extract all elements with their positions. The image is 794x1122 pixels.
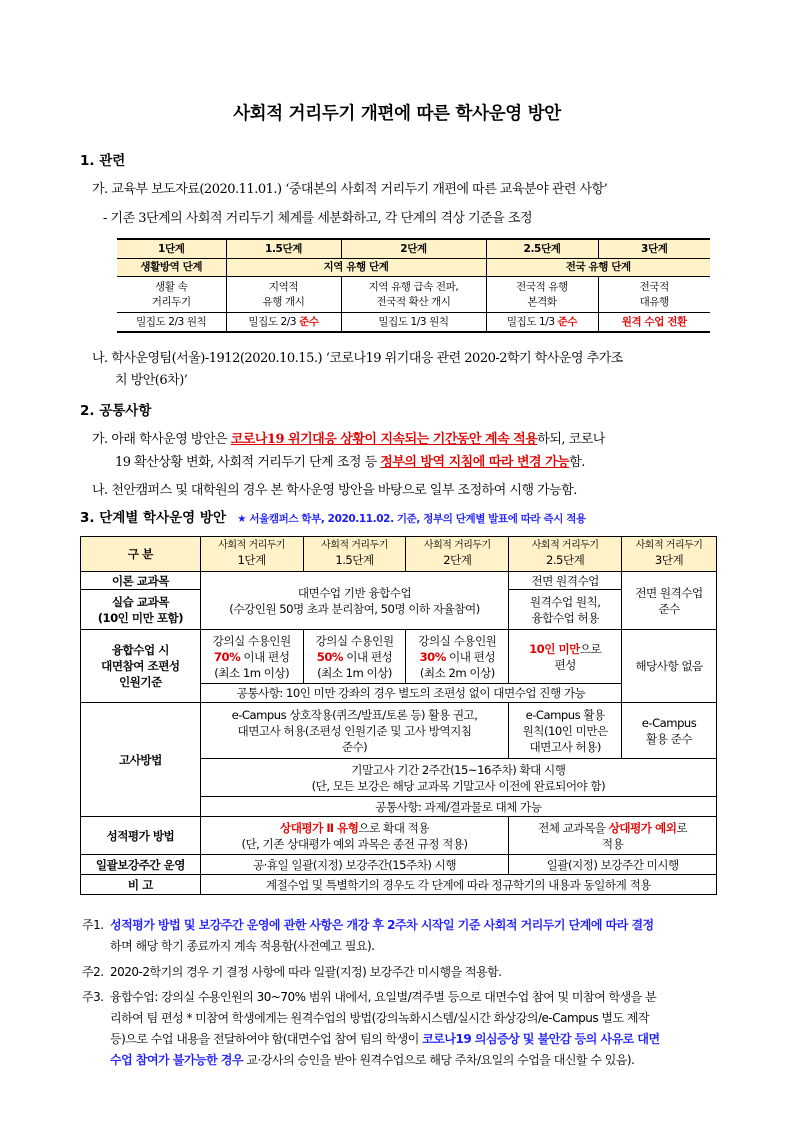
makeup-2-5-cell: 일괄(지정) 보강주간 미시행 [509,855,717,875]
stage-header-2: 사회적 거리두기 2단계 [406,537,509,572]
operation-plan-table [80,536,717,895]
stage-description: 생활 속 거리두기 [117,277,226,313]
grading-2-5-cell: 전체 교과목을 상대평가 예외로 적용 [509,817,717,855]
remarks-cell: 계절수업 및 특별학기의 경우도 각 단계에 따라 정규학기의 내용과 동일하게 적용 [200,875,716,895]
section-1-item-ga: 가. 교육부 보도자료(2020.11.01.) ‘중대본의 사회적 거리두기 개편에 따른 교육분야 관련 사항’ [92,182,608,197]
section-1-heading: 1. 관련 [80,153,126,169]
stage3-remote-cell: 전면 원격수업 준수 [622,572,717,630]
exam-period-cell: 기말고사 기간 2주간(15~16주차) 확대 시행 (단, 모든 보강은 해당 교과목 기말고사 이전에 완료되어야 함) [200,759,716,797]
stage-description: 전국적 유행 본격화 [486,277,598,313]
exam-method-2-5-cell: e-Campus 활용 원칙(10인 미만은 대면고사 허용) [509,703,622,759]
stage-header-1: 사회적 거리두기 1단계 [200,537,303,572]
group-label: 생활방역 단계 [117,259,226,277]
stage-description: 지역 유행 급속 전파, 전국적 확산 개시 [341,277,486,313]
row-label-fusion: 융합수업 시 대면참여 조편성 인원기준 [81,630,201,703]
stage-header: 2단계 [341,239,486,259]
density-rule: 원격 수업 전환 [598,313,710,333]
stage-header-2-5: 사회적 거리두기 2.5단계 [509,537,622,572]
section-3-note: ★ 서울캠퍼스 학부, 2020.11.02. 기준, 정부의 단계별 발표에 따라 즉시 적용 [237,513,586,525]
section-1-item-ga-sub: - 기존 3단계의 사회적 거리두기 체계를 세분화하고, 각 단계의 격상 기준을 조정 [103,211,533,226]
row-label-practice: 실습 교과목 (10인 미만 포함) [81,590,201,630]
section-1-item-na-line1: 나. 학사운영팀(서울)-1912(2020.10.15.) ‘코로나19 위기대응 관련 2020-2학기 학사운영 추가조 [92,351,623,366]
face-to-face-fusion-cell: 대면수업 기반 융합수업 (수강인원 50명 초과 분리참여, 50명 이하 자율참여) [200,572,508,630]
exam-common-note: 공통사항: 과제/결과물로 대체 가능 [200,797,716,817]
not-applicable-cell: 해당사항 없음 [622,630,717,703]
row-label-exam: 고사방법 [81,703,201,817]
section-2-item-ga-line1: 가. 아래 학사운영 방안은 코로나19 위기대응 상황이 지속되는 기간동안 계속 적용하되, 코로나 [92,432,605,447]
group-label: 지역 유행 단계 [226,259,486,277]
stage-description: 지역적 유행 개시 [226,277,341,313]
row-label-makeup: 일괄보강주간 운영 [81,855,201,875]
exam-method-3-cell: e-Campus 활용 준수 [622,703,717,759]
capacity-cell-2-5: 10인 미만으로 편성 [509,630,622,684]
stage-header-3: 사회적 거리두기 3단계 [622,537,717,572]
capacity-cell-1: 강의실 수용인원 70% 이내 편성 (최소 1m 이상) [200,630,303,684]
row-label-theory: 이론 교과목 [81,572,201,590]
stage-table [117,238,710,333]
section-2-item-ga-line2: 19 확산상황 변화, 사회적 거리두기 단계 조정 등 정부의 방역 지침에 따라 변경 가능함. [115,455,585,470]
section-2-item-na: 나. 천안캠퍼스 및 대학원의 경우 본 학사운영 방안을 바탕으로 일부 조정하여 시행 가능함. [92,483,577,498]
stage-header: 3단계 [598,239,710,259]
corner-header: 구 분 [81,537,201,572]
row-label-remarks: 비 고 [81,875,201,895]
section-1-item-na-line2: 치 방안(6차)’ [115,373,188,388]
stage-header: 1단계 [117,239,226,259]
section-2-heading: 2. 공통사항 [80,403,152,419]
capacity-cell-2: 강의실 수용인원 30% 이내 편성 (최소 2m 이상) [406,630,509,684]
density-rule: 밀집도 2/3 원칙 [117,313,226,333]
stage-header: 1.5단계 [226,239,341,259]
row-label-grading: 성적평가 방법 [81,817,201,855]
section-3-heading: 3. 단계별 학사운영 방안 [80,510,226,526]
density-rule: 밀집도 1/3 원칙 [341,313,486,333]
density-rule: 밀집도 2/3 준수 [226,313,341,333]
full-remote-cell: 전면 원격수업 [509,572,622,590]
capacity-cell-1-5: 강의실 수용인원 50% 이내 편성 (최소 1m 이상) [303,630,406,684]
note-3: 주3. 융합수업: 강의실 수용인원의 30~70% 범위 내에서, 요일별/격주별 등으로 대면수업 참여 및 미참여 학생을 분 리하여 팀 편성 * 미참여 학생에게는 원격수업의 방법(강의녹화시스템/실시간 화상강의/e-Campus 별도 제작 등)으로 수업 내용을 전달하여야 함(대면수업 참여 팀의 학생이 코로나19 의심증상 및 불안감 등의 사유로 대면 수업 참여가 불가능한 경우 교·강사의 승인을 받아 원격수업으로 해당 주차/요일의 수업을 대신할 수 있음). [82,990,660,1067]
makeup-cell: 공·휴일 일괄(지정) 보강주간(15주차) 시행 [200,855,508,875]
remote-practice-cell: 원격수업 원칙, 융합수업 허용 [509,590,622,630]
section-3-heading-row [80,506,586,526]
stage-description: 전국적 대유행 [598,277,710,313]
group-label: 전국 유행 단계 [486,259,710,277]
grading-cell: 상대평가 Ⅱ 유형으로 확대 적용 (단, 기존 상대평가 예외 과목은 종전 규정 적용) [200,817,508,855]
exam-method-cell: e-Campus 상호작용(퀴즈/발표/토론 등) 활용 권고, 대면고사 허용(조편성 인원기준 및 고사 방역지침 준수) [200,703,508,759]
stage-header-1-5: 사회적 거리두기 1.5단계 [303,537,406,572]
page-title: 사회적 거리두기 개편에 따른 학사운영 방안 [233,104,561,124]
stage-header: 2.5단계 [486,239,598,259]
fusion-common-note: 공통사항: 10인 미만 강좌의 경우 별도의 조편성 없이 대면수업 진행 가능 [200,684,621,703]
note-1: 주1. 성적평가 방법 및 보강주간 운영에 관한 사항은 개강 후 2주차 시작일 기준 사회적 거리두기 단계에 따라 결정 하며 해당 학기 종료까지 계속 적용함(사전예고 필요). [82,918,654,953]
note-2: 주2. 2020-2학기의 경우 기 결정 사항에 따라 일괄(지정) 보강주간 미시행을 적용함. [82,965,502,979]
density-rule: 밀집도 1/3 준수 [486,313,598,333]
